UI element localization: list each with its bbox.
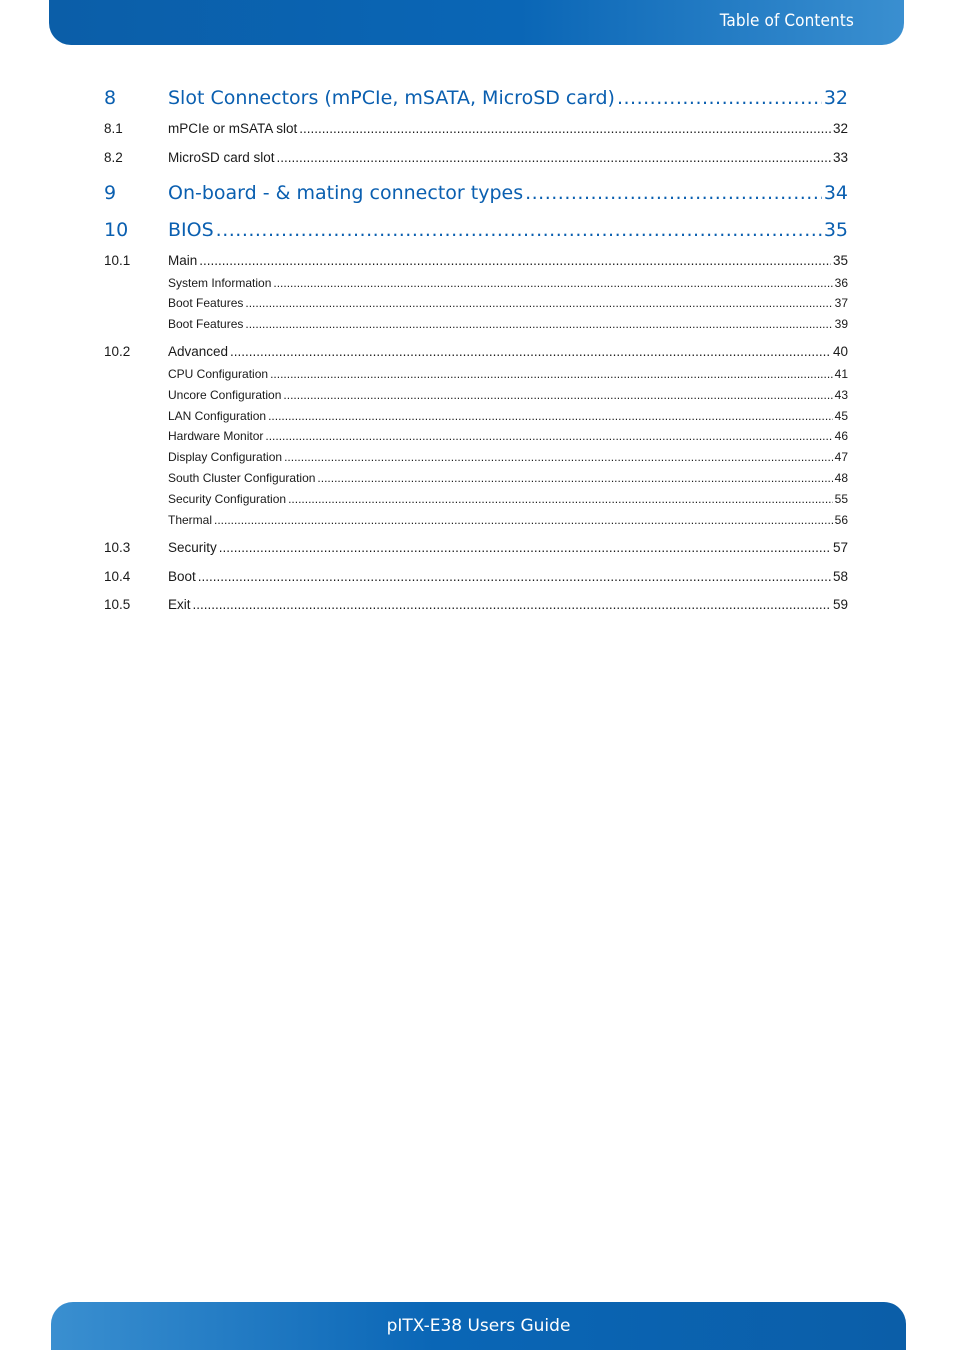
footer-title: pITX-E38 Users Guide <box>386 1316 571 1336</box>
toc-entry-page: 46 <box>834 429 848 443</box>
toc-entry-number: 10 <box>104 219 129 241</box>
toc-entry-page: 55 <box>834 492 848 506</box>
toc-entry-number: 10.4 <box>104 569 131 584</box>
toc-leader-dots <box>230 344 831 359</box>
toc-entry[interactable] <box>104 569 848 584</box>
toc-entry[interactable] <box>104 150 848 165</box>
toc-entry-page: 33 <box>832 150 848 165</box>
toc-entry[interactable] <box>104 450 848 464</box>
toc-entry[interactable] <box>104 253 848 268</box>
toc-leader-dots <box>199 253 831 268</box>
toc-leader-dots <box>245 317 832 331</box>
toc-entry-title: Hardware Monitor <box>168 429 264 443</box>
toc-entry-page: 32 <box>823 87 848 109</box>
toc-entry[interactable] <box>104 513 848 527</box>
footer-band <box>51 1302 906 1350</box>
toc-entry-page: 41 <box>834 367 848 381</box>
toc-entry-title: Thermal <box>168 513 213 527</box>
toc-entry-page: 35 <box>823 219 848 241</box>
toc-entry-page: 35 <box>832 253 848 268</box>
toc-leader-dots <box>268 409 833 423</box>
toc-entry[interactable] <box>104 367 848 381</box>
toc-entry-number: 8.2 <box>104 150 123 165</box>
toc-entry[interactable] <box>104 182 848 204</box>
toc-leader-dots <box>219 540 831 555</box>
toc-entry-title: South Cluster Configuration <box>168 471 316 485</box>
toc-entry[interactable] <box>104 540 848 555</box>
toc-entry-title: On-board - & mating connector types <box>168 182 524 204</box>
toc-entry-title: MicroSD card slot <box>168 150 275 165</box>
toc-leader-dots <box>273 276 832 290</box>
toc-entry-title: mPCIe or mSATA slot <box>168 121 298 136</box>
toc-entry-page: 57 <box>832 540 848 555</box>
toc-entry[interactable] <box>104 296 848 310</box>
toc-entry-page: 40 <box>832 344 848 359</box>
toc-entry-title: Security <box>168 540 217 555</box>
toc-entry-number: 10.5 <box>104 597 131 612</box>
toc-leader-dots <box>299 121 831 136</box>
toc-entry-title: Boot Features <box>168 296 244 310</box>
toc-entry-page: 37 <box>834 296 848 310</box>
toc-leader-dots <box>198 569 831 584</box>
toc-entry-page: 47 <box>834 450 848 464</box>
toc-entry[interactable] <box>104 471 848 485</box>
toc-entry-page: 32 <box>832 121 848 136</box>
toc-leader-dots <box>193 597 831 612</box>
toc-entry-title: Advanced <box>168 344 229 359</box>
toc-entry[interactable] <box>104 409 848 423</box>
toc-entry-number: 8 <box>104 87 117 109</box>
toc-entry-title: Exit <box>168 597 191 612</box>
toc-entry-title: LAN Configuration <box>168 409 267 423</box>
toc-leader-dots <box>277 150 831 165</box>
toc-entry-page: 58 <box>832 569 848 584</box>
toc-entry[interactable] <box>104 344 848 359</box>
toc-entry-title: Main <box>168 253 198 268</box>
toc-entry-title: Uncore Configuration <box>168 388 282 402</box>
toc-entry-page: 43 <box>834 388 848 402</box>
toc-entry-page: 34 <box>823 182 848 204</box>
toc-leader-dots <box>284 450 833 464</box>
toc-leader-dots <box>283 388 832 402</box>
toc-entry-title: Display Configuration <box>168 450 283 464</box>
toc-entry[interactable] <box>104 597 848 612</box>
toc-leader-dots <box>214 513 833 527</box>
header-band <box>49 0 904 45</box>
toc-leader-dots <box>245 296 832 310</box>
toc-entry[interactable] <box>104 121 848 136</box>
toc-entry-page: 59 <box>832 597 848 612</box>
toc-entry-title: CPU Configuration <box>168 367 269 381</box>
toc-leader-dots <box>317 471 832 485</box>
toc-entry-page: 45 <box>834 409 848 423</box>
toc-entry[interactable] <box>104 317 848 331</box>
toc-entry-page: 56 <box>834 513 848 527</box>
toc-entry[interactable] <box>104 492 848 506</box>
toc-leader-dots <box>288 492 833 506</box>
toc-entry-title: Security Configuration <box>168 492 287 506</box>
toc-entry-page: 48 <box>834 471 848 485</box>
header-title: Table of Contents <box>719 11 854 31</box>
toc-entry[interactable] <box>104 219 848 241</box>
toc-leader-dots <box>216 219 822 241</box>
toc-leader-dots <box>525 182 822 204</box>
toc-entry-number: 9 <box>104 182 117 204</box>
toc-entry[interactable] <box>104 388 848 402</box>
toc-entry-number: 10.2 <box>104 344 131 359</box>
toc-entry-title: Boot <box>168 569 196 584</box>
toc-entry-title: BIOS <box>168 219 214 241</box>
toc-leader-dots <box>617 87 822 109</box>
toc-entry-title: Slot Connectors (mPCIe, mSATA, MicroSD card) <box>168 87 615 109</box>
toc-entry[interactable] <box>104 87 848 109</box>
toc-entry-page: 39 <box>834 317 848 331</box>
toc-entry-number: 10.1 <box>104 253 131 268</box>
toc-entry-number: 10.3 <box>104 540 131 555</box>
toc-entry-page: 36 <box>834 276 848 290</box>
toc-entry-number: 8.1 <box>104 121 123 136</box>
toc-leader-dots <box>270 367 833 381</box>
toc-leader-dots <box>265 429 832 443</box>
toc-entry[interactable] <box>104 276 848 290</box>
toc-entry-title: Boot Features <box>168 317 244 331</box>
toc-entry-title: System Information <box>168 276 272 290</box>
toc-entry[interactable] <box>104 429 848 443</box>
